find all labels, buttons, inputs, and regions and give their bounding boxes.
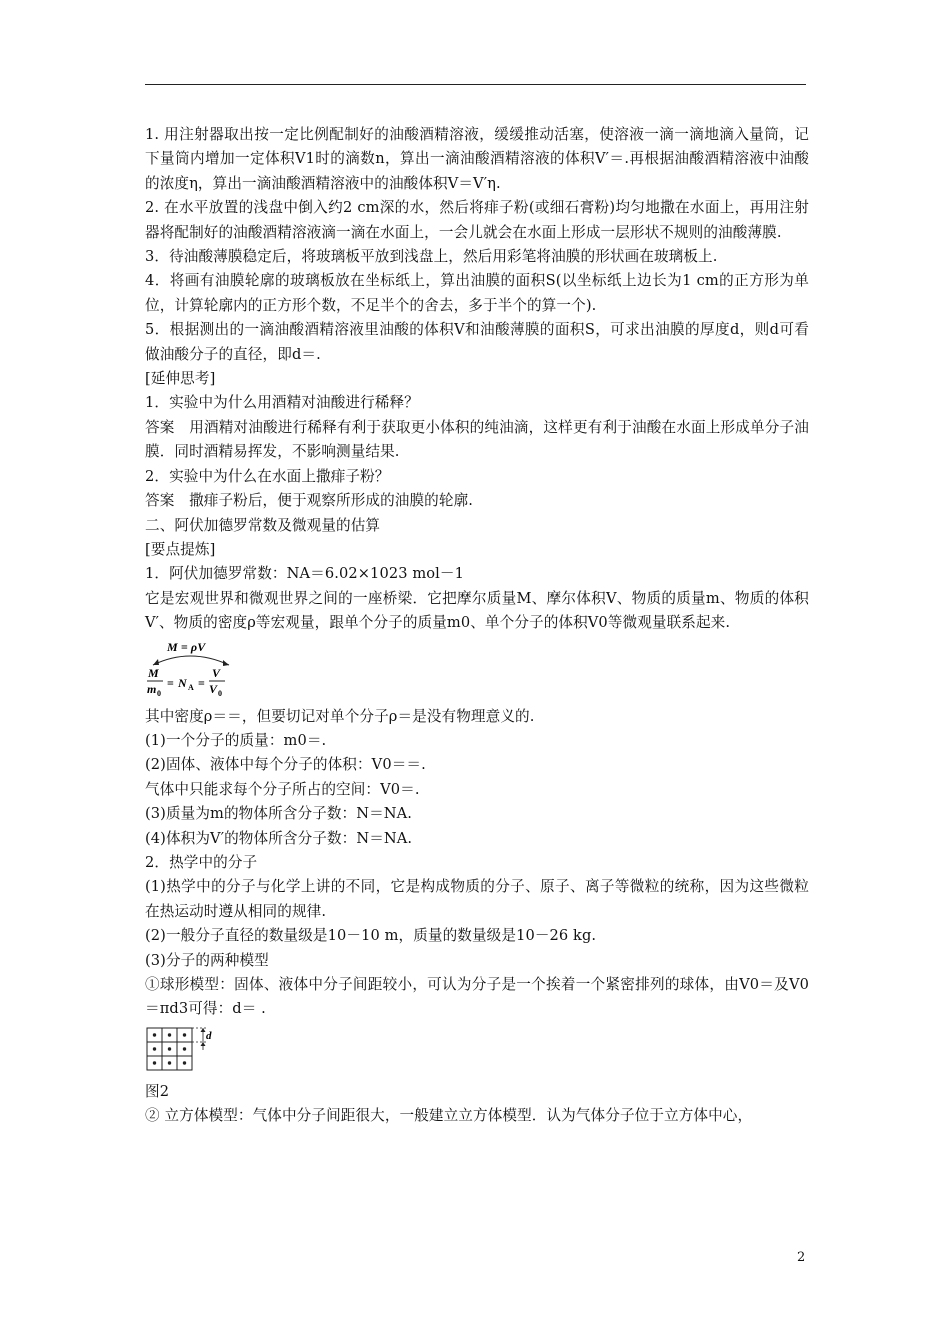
formula-left-den: m [147,681,157,696]
item-molecule-volume: (2)固体、液体中每个分子的体积：V0＝＝. [145,756,426,774]
grid-label-d: d [206,1029,212,1042]
avogadro-constant: 1．阿伏加德罗常数：NA＝6.02×1023 mol－1 [145,565,465,583]
gas-space-note: 气体中只能求每个分子所占的空间：V0＝. [145,780,420,798]
dimension-arrow-top [201,1028,206,1032]
dimension-arrow-bottom [201,1042,206,1046]
formula-right-num: V [212,665,221,680]
sphere-grid-figure [145,1026,809,1074]
formula-left-den-sub: 0 [157,688,162,698]
formula-left-num: M [148,665,159,680]
figure-caption: 图2 [145,1082,170,1100]
magnitude-paragraph: (2)一般分子直径的数量级是10－10 m，质量的数量级是10－26 kg. [145,927,597,945]
item-count-by-mass: (3)质量为m的物体所含分子数：N＝NA. [145,805,413,823]
section-label-extension: [延伸思考] [145,370,216,388]
formula-arrow-left [153,659,159,665]
step-3-paragraph: 3．待油酸薄膜稳定后，将玻璃板平放到浅盘上，然后用彩笔将油膜的形状画在玻璃板上. [145,248,718,266]
step-5-paragraph: 5．根据测出的一滴油酸酒精溶液里油酸的体积V和油酸薄膜的面积S，可求出油膜的厚度d，则d可看做油酸分子的直径，即d＝. [145,321,809,363]
formula-arrow-right [223,660,229,666]
document-body [145,123,809,1129]
question-1: 1．实验中为什么用酒精对油酸进行稀释？ [145,394,419,412]
formula-mid-sub: A [188,682,194,692]
item-count-by-volume: (4)体积为V′的物体所含分子数：N＝NA. [145,829,413,847]
step-4-paragraph: 4．将画有油膜轮廓的玻璃板放在坐标纸上，算出油膜的面积S(以坐标纸上边长为1 cm的正方形为单位，计算轮廓内的正方形个数，不足半个的舍去，多于半个的算一个). [145,272,809,314]
relation-formula-figure [145,639,809,701]
answer-2: 答案 撒痱子粉后，便于观察所形成的油膜的轮廓. [145,492,474,510]
formula-mid: N [178,675,187,690]
sphere-model-paragraph: ①球形模型：固体、液体中分子间距较小，可认为分子是一个挨着一个紧密排列的球体，由V0＝及V0＝πd3可得：d＝ . [145,976,809,1018]
step-1-paragraph: 1. 用注射器取出按一定比例配制好的油酸酒精溶液，缓缓推动活塞，使溶液一滴一滴地滴入量筒，记下量筒内增加一定体积V1时的滴数n，算出一滴油酸酒精溶液的体积V′＝.再根据油酸酒精溶液中油酸的浓度η，算出一滴油酸酒精溶液中的油酸体积V＝V′η. [145,126,809,192]
formula-arc [153,656,229,665]
formula-right-den-sub: 0 [218,688,223,698]
formula-top: M = ρV [167,639,206,654]
formula-eq1: = [167,675,174,690]
answer-1: 答案 用酒精对油酸进行稀释有利于获取更小体积的纯油滴，这样更有利于油酸在水面上形成单分子油膜．同时酒精易挥发，不影响测量结果. [145,418,809,461]
page-number: 2 [797,1250,806,1265]
formula-eq2: = [198,675,205,690]
step-2-paragraph: 2. 在水平放置的浅盘中倒入约2 cm深的水，然后将痱子粉(或细石膏粉)均匀地撒在水面上，再用注射器将配制好的油酸酒精溶液滴一滴在水面上，一会儿就会在水面上形成一层形状不规则的油酸薄膜. [145,199,809,241]
item-molecule-mass: (1)一个分子的质量：m0＝. [145,731,327,749]
molecule-dots [153,1033,186,1064]
question-2: 2．实验中为什么在水面上撒痱子粉？ [145,467,390,485]
subheading-molecules: 2．热学中的分子 [145,853,258,871]
formula-right-den: V [209,681,218,696]
models-heading: (3)分子的两种模型 [145,951,269,969]
section-heading-avogadro: 二、阿伏加德罗常数及微观量的估算 [145,516,381,534]
bridge-paragraph: 它是宏观世界和微观世界之间的一座桥梁．它把摩尔质量M、摩尔体积V、物质的质量m、物质的体积V′、物质的密度ρ等宏观量，跟单个分子的质量m0、单个分子的体积V0等微观量联系起来. [145,589,809,632]
molecule-definition: (1)热学中的分子与化学上讲的不同，它是构成物质的分子、原子、离子等微粒的统称，因为这些微粒在热运动时遵从相同的规律. [145,878,809,920]
section-label-key-points: [要点提炼] [145,540,216,558]
header-rule [145,84,806,85]
density-paragraph: 其中密度ρ＝＝，但要切记对单个分子ρ＝是没有物理意义的. [145,707,535,725]
cube-model-paragraph: ② 立方体模型：气体中分子间距很大，一般建立立方体模型．认为气体分子位于立方体中心， [145,1107,753,1125]
